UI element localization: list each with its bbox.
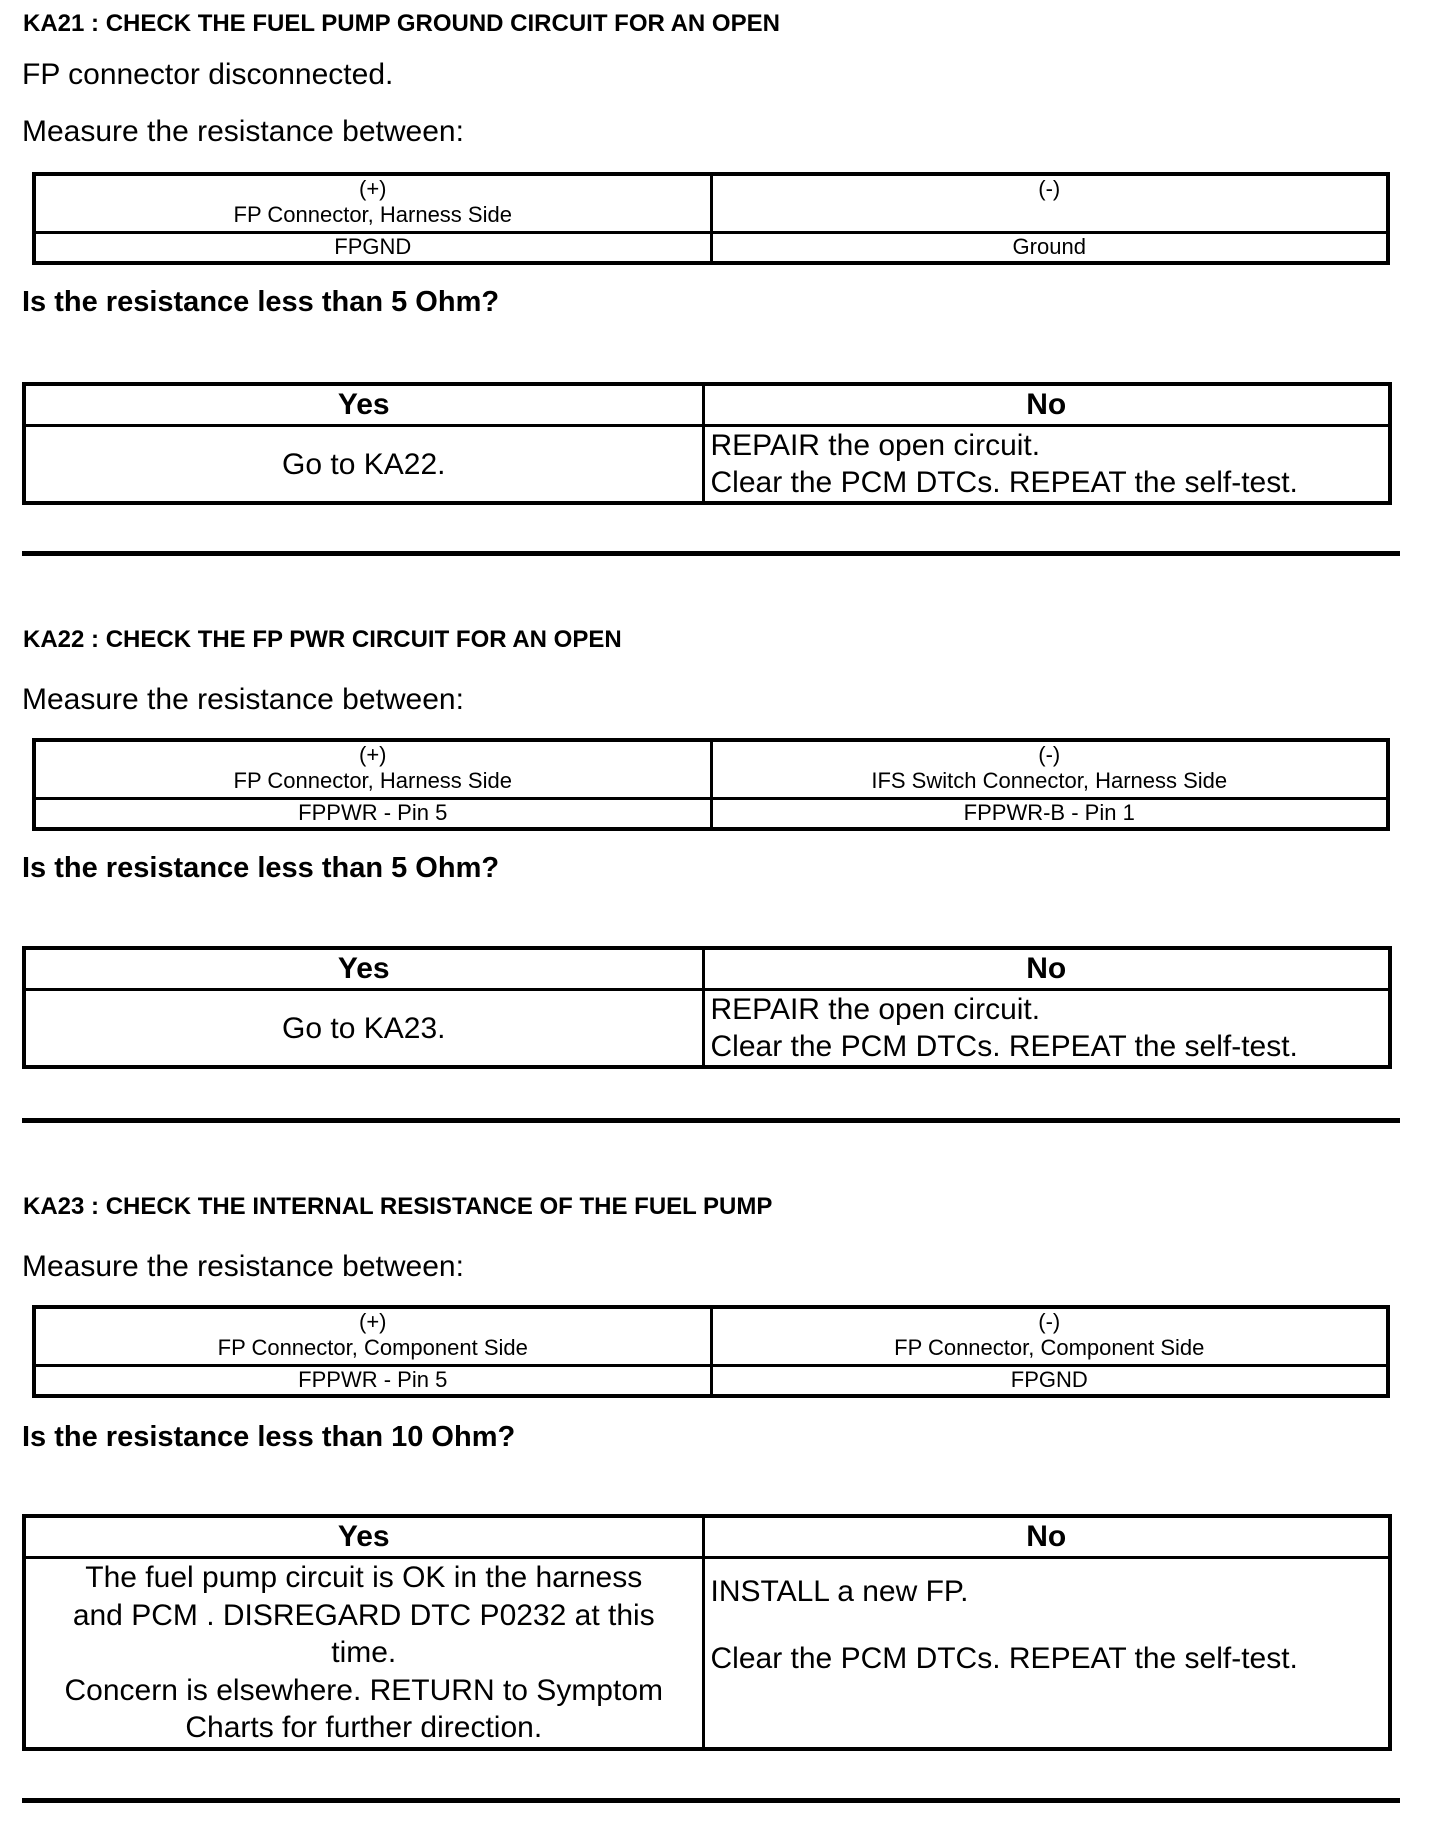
minus-symbol: (-) [1038, 742, 1061, 767]
no-action-line: Clear the PCM DTCs. REPEAT the self-test. [710, 1642, 1298, 1675]
minus-pin-cell: FPPWR-B - Pin 1 [711, 798, 1388, 829]
plus-symbol: (+) [359, 742, 387, 767]
yes-action-line: and PCM . DISREGARD DTC P0232 at this [72, 1598, 655, 1632]
minus-symbol: (-) [1038, 1309, 1061, 1334]
no-header: No [703, 1516, 1390, 1558]
no-header: No [703, 948, 1390, 990]
yes-header: Yes [24, 948, 703, 990]
measure-instruction: Measure the resistance between: [22, 1250, 464, 1283]
resistance-question: Is the resistance less than 10 Ohm? [22, 1421, 516, 1453]
pre-condition-note: FP connector disconnected. [22, 58, 394, 91]
yes-action-line: The fuel pump circuit is OK in the harness [85, 1561, 643, 1595]
measure-instruction: Measure the resistance between: [22, 115, 464, 148]
plus-pin-cell: FPPWR - Pin 5 [34, 798, 711, 829]
plus-pin-cell: FPGND [34, 232, 711, 263]
yes-action-line: Charts for further direction. [185, 1711, 543, 1745]
resistance-question: Is the resistance less than 5 Ohm? [22, 852, 500, 884]
minus-connector-label: FP Connector, Component Side [894, 1335, 1205, 1360]
minus-probe-cell [711, 1307, 1388, 1365]
no-action-line: REPAIR the open circuit. [710, 993, 1041, 1026]
minus-symbol: (-) [1038, 176, 1061, 201]
no-action-line: REPAIR the open circuit. [710, 429, 1041, 462]
step-title: KA22 : CHECK THE FP PWR CIRCUIT FOR AN OPEN [23, 626, 622, 653]
resistance-question: Is the resistance less than 5 Ohm? [22, 286, 500, 318]
no-action-spacer [711, 1610, 1389, 1640]
yes-action-line: Concern is elsewhere. RETURN to Symptom [64, 1673, 664, 1707]
plus-connector-label: FP Connector, Harness Side [233, 768, 512, 793]
plus-pin-cell: FPPWR - Pin 5 [34, 1365, 711, 1396]
minus-pin-cell: Ground [711, 232, 1388, 263]
minus-pin-cell: FPGND [711, 1365, 1388, 1396]
no-action-line: INSTALL a new FP. [710, 1575, 969, 1608]
section-divider [22, 1798, 1400, 1803]
no-action-cell [703, 1558, 1390, 1750]
decision-table [22, 1514, 1392, 1751]
step-title: KA23 : CHECK THE INTERNAL RESISTANCE OF THE FUEL PUMP [23, 1193, 773, 1220]
yes-action-line: Go to KA22. [282, 447, 446, 481]
yes-header: Yes [24, 1516, 703, 1558]
minus-connector-label: IFS Switch Connector, Harness Side [871, 768, 1228, 793]
yes-action-line: Go to KA23. [282, 1011, 446, 1045]
yes-action-line: time. [331, 1636, 397, 1670]
step-title: KA21 : CHECK THE FUEL PUMP GROUND CIRCUIT FOR AN OPEN [23, 10, 780, 37]
no-action-line: Clear the PCM DTCs. REPEAT the self-test. [710, 466, 1298, 499]
plus-connector-label: FP Connector, Harness Side [233, 202, 512, 227]
yes-action-cell [24, 1558, 703, 1750]
no-header: No [703, 384, 1390, 426]
plus-symbol: (+) [359, 176, 387, 201]
yes-header: Yes [24, 384, 703, 426]
plus-probe-cell [34, 1307, 711, 1365]
no-action-line: Clear the PCM DTCs. REPEAT the self-test. [710, 1030, 1298, 1063]
measurement-table [32, 1305, 1390, 1398]
plus-symbol: (+) [359, 1309, 387, 1334]
measure-instruction: Measure the resistance between: [22, 683, 464, 716]
plus-connector-label: FP Connector, Component Side [217, 1335, 528, 1360]
